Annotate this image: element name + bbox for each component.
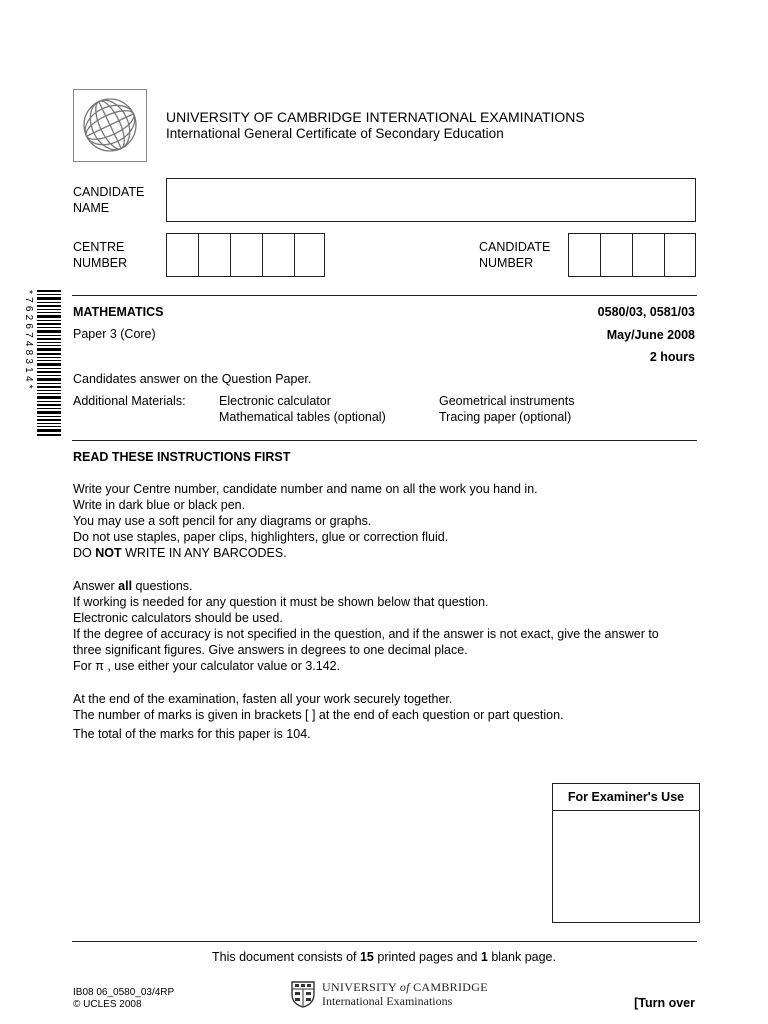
qualification-name: International General Certificate of Secondary Education: [166, 126, 504, 141]
paper-title: Paper 3 (Core): [73, 327, 156, 341]
organisation-name: UNIVERSITY OF CAMBRIDGE INTERNATIONAL EXAMINATIONS: [166, 109, 585, 125]
examiner-use-box: [552, 783, 700, 923]
exam-session: May/June 2008: [606, 328, 695, 342]
cambridge-footer-logo: UNIVERSITY of CAMBRIDGE International Examinations: [322, 980, 488, 1008]
instructions-block-1: Write your Centre number, candidate number and name on all the work you hand in. Write in dark blue or black pen. You may use a soft pencil for any diagrams or graphs. Do not use staples, paper clips, highlighters, glue or correction fluid. DO NOT WRITE IN ANY BARCODES.: [73, 482, 538, 560]
examiner-use-title: For Examiner's Use: [553, 784, 699, 811]
answer-on-paper-note: Candidates answer on the Question Paper.: [73, 372, 312, 386]
centre-number-field[interactable]: [166, 233, 325, 277]
candidate-number-field[interactable]: [568, 233, 696, 277]
candidate-name-field[interactable]: [166, 178, 696, 222]
globe-logo: [73, 89, 147, 162]
instructions-block-2: Answer all questions. If working is needed for any question it must be shown below that question. Electronic calculators should be used. If the degree of accuracy is not specified in the question, and if the answer is not exact, give the answer to three significant figures. Give answers in degrees to one decimal place. For π , use either your calculator value or 3.142.: [73, 579, 659, 673]
page-count-note: This document consists of 15 printed pages and 1 blank page.: [212, 950, 556, 964]
syllabus-codes: 0580/03, 0581/03: [597, 305, 695, 319]
barcode: [37, 290, 61, 436]
turn-over: [Turn over: [634, 996, 695, 1010]
materials-list-2: Geometrical instruments Tracing paper (optional): [439, 394, 575, 424]
exam-duration: 2 hours: [649, 350, 695, 364]
cambridge-crest-icon: [290, 980, 316, 1013]
footer-reference: IB08 06_0580_03/4RP © UCLES 2008: [73, 987, 175, 1010]
divider: [72, 941, 697, 942]
materials-label: Additional Materials:: [73, 394, 186, 408]
centre-number-label: CENTRE NUMBER: [73, 240, 128, 270]
subject: MATHEMATICS: [73, 305, 164, 319]
materials-list-1: Electronic calculator Mathematical tables (optional): [219, 394, 386, 424]
divider: [72, 295, 697, 296]
candidate-number-label: CANDIDATE NUMBER: [479, 240, 551, 270]
globe-icon: [74, 90, 146, 161]
instructions-heading: READ THESE INSTRUCTIONS FIRST: [73, 450, 291, 464]
divider: [72, 440, 697, 441]
candidate-name-label: CANDIDATE NAME: [73, 185, 145, 215]
barcode-text: *7626748314*: [23, 290, 34, 392]
instructions-block-3: At the end of the examination, fasten all your work securely together. The number of marks is given in brackets [ ] at the end of each question or part question. The total of the marks for this paper is 104.: [73, 692, 564, 741]
